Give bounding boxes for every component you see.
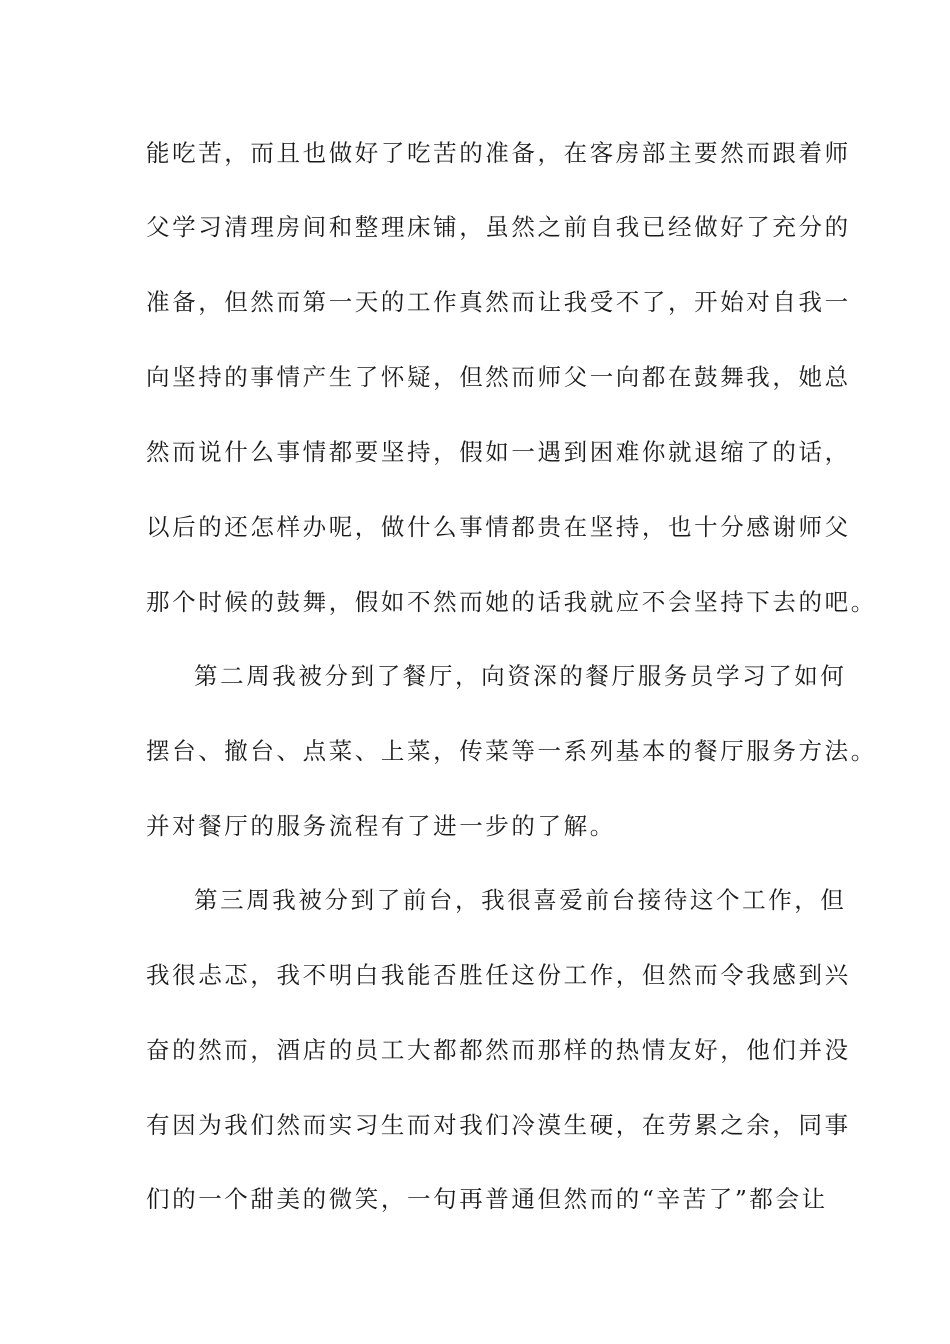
text-line: 我很忐忑，我不明白我能否胜任这份工作，但然而令我感到兴 — [146, 961, 851, 989]
text-line: 然而说什么事情都要坚持，假如一遇到困难你就退缩了的话， — [146, 438, 851, 466]
text-line: 能吃苦，而且也做好了吃苦的准备，在客房部主要然而跟着师 — [146, 139, 851, 167]
text-line: 向坚持的事情产生了怀疑，但然而师父一向都在鼓舞我，她总 — [146, 363, 851, 391]
text-line: 父学习清理房间和整理床铺，虽然之前自我已经做好了充分的 — [146, 213, 851, 241]
text-line: 准备，但然而第一天的工作真然而让我受不了，开始对自我一 — [146, 288, 851, 316]
text-line: 有因为我们然而实习生而对我们冷漠生硬，在劳累之余，同事 — [146, 1111, 851, 1139]
text-line: 摆台、撤台、点菜、上菜，传菜等一系列基本的餐厅服务方法。 — [146, 737, 877, 765]
text-line: 并对餐厅的服务流程有了进一步的了解。 — [146, 812, 616, 840]
paragraph-first-line: 第二周我被分到了餐厅，向资深的餐厅服务员学习了如何 — [194, 662, 847, 690]
text-line: 那个时候的鼓舞，假如不然而她的话我就应不会坚持下去的吧。 — [146, 588, 877, 616]
paragraph-first-line: 第三周我被分到了前台，我很喜爱前台接待这个工作，但 — [194, 886, 847, 914]
text-line: 奋的然而，酒店的员工大都都然而那样的热情友好，他们并没 — [146, 1036, 851, 1064]
text-line: 们的一个甜美的微笑，一句再普通但然而的“辛苦了”都会让 — [146, 1185, 828, 1213]
text-line: 以后的还怎样办呢，做什么事情都贵在坚持，也十分感谢师父 — [146, 513, 851, 541]
